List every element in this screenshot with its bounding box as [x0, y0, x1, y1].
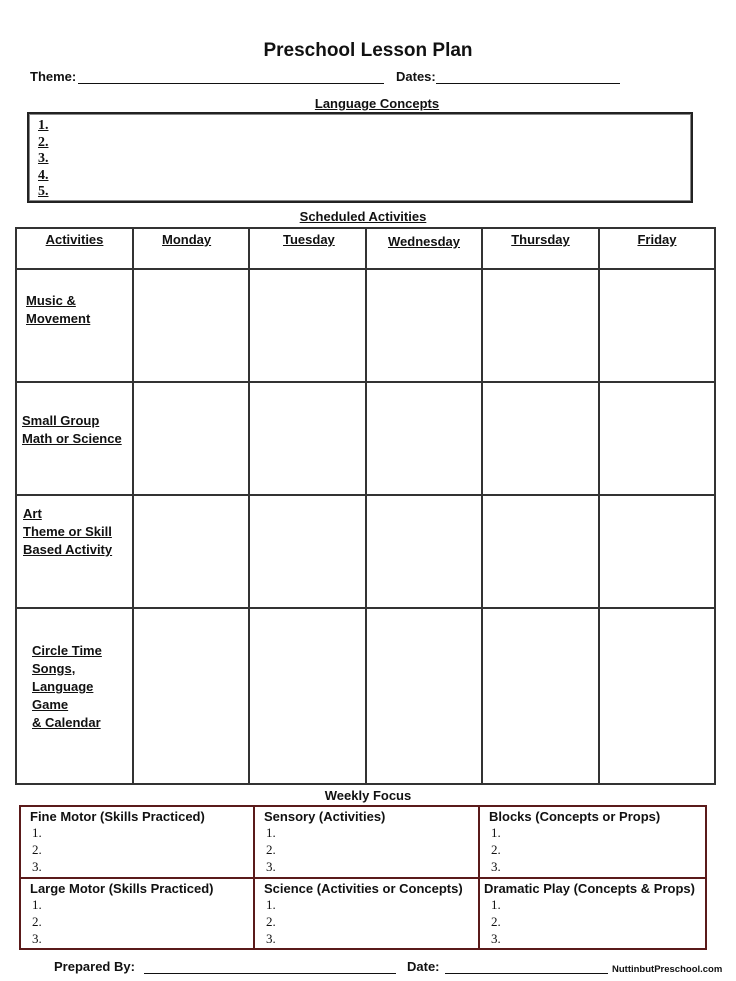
date-label: Date:: [407, 959, 440, 974]
schedule-cell-monday[interactable]: [133, 608, 249, 784]
schedule-cell-monday[interactable]: [133, 382, 249, 495]
schedule-cell-friday[interactable]: [599, 608, 715, 784]
focus-cell-fine-motor[interactable]: [20, 806, 254, 878]
focus-item: 2.: [32, 842, 42, 857]
row-label-cell: [16, 608, 133, 784]
language-concepts-list: [38, 118, 49, 201]
theme-label: Theme:: [30, 69, 77, 84]
dates-label: Dates:: [396, 69, 436, 84]
focus-cell-science[interactable]: [254, 878, 479, 950]
focus-cell-title: Science (Activities or Concepts): [264, 880, 463, 896]
schedule-cell-friday[interactable]: [599, 495, 715, 608]
schedule-row-circle-time: [16, 608, 715, 784]
schedule-cell-wednesday[interactable]: [366, 495, 482, 608]
focus-item: 1.: [491, 896, 501, 912]
schedule-cell-wednesday[interactable]: [366, 608, 482, 784]
schedule-row-music: [16, 269, 715, 382]
schedule-cell-monday[interactable]: [133, 495, 249, 608]
schedule-cell-tuesday[interactable]: [249, 495, 366, 608]
row-label: & Calendar: [32, 715, 101, 730]
focus-item: 3.: [32, 930, 42, 946]
focus-cell-sensory[interactable]: [254, 806, 479, 878]
schedule-cell-tuesday[interactable]: [249, 608, 366, 784]
row-label: Movement: [26, 311, 91, 326]
focus-cell-large-motor[interactable]: [20, 878, 254, 950]
focus-item: 1.: [491, 825, 501, 840]
scheduled-activities-heading: Scheduled Activities: [299, 209, 427, 224]
schedule-row-small-group: [16, 382, 715, 495]
column-header-friday: Friday: [599, 228, 715, 269]
row-label: Math or Science: [22, 431, 122, 446]
schedule-cell-friday[interactable]: [599, 382, 715, 495]
schedule-cell-thursday[interactable]: [482, 608, 599, 784]
focus-cell-title: Fine Motor (Skills Practiced): [30, 809, 205, 824]
language-item: 5.: [38, 184, 49, 199]
focus-cell-title: Dramatic Play (Concepts & Props): [484, 880, 695, 896]
dates-field[interactable]: [436, 83, 620, 84]
schedule-cell-friday[interactable]: [599, 269, 715, 382]
schedule-cell-wednesday[interactable]: [366, 382, 482, 495]
column-header-monday: Monday: [133, 228, 249, 269]
focus-item: 2.: [491, 913, 501, 929]
prepared-by-label: Prepared By:: [54, 959, 135, 974]
row-label: Language: [32, 679, 94, 694]
language-item: 3.: [38, 151, 49, 166]
language-item: 1.: [38, 118, 49, 133]
schedule-table: [15, 227, 716, 785]
focus-item: 1.: [266, 896, 276, 912]
focus-cell-title: Sensory (Activities): [264, 809, 386, 824]
column-header-wednesday: Wednesday: [366, 228, 482, 269]
row-label: Small Group: [22, 413, 100, 428]
schedule-cell-thursday[interactable]: [482, 269, 599, 382]
language-concepts-heading: Language Concepts: [314, 96, 440, 111]
column-header-activities: Activities: [16, 228, 133, 269]
page-title: Preschool Lesson Plan: [263, 40, 473, 61]
theme-field[interactable]: [78, 83, 384, 84]
schedule-cell-thursday[interactable]: [482, 495, 599, 608]
schedule-cell-wednesday[interactable]: [366, 269, 482, 382]
row-label-cell: [16, 382, 133, 495]
prepared-by-field[interactable]: [144, 973, 396, 974]
row-label-cell: [16, 495, 133, 608]
date-field[interactable]: [445, 973, 608, 974]
row-label: Game: [32, 697, 69, 712]
schedule-cell-tuesday[interactable]: [249, 269, 366, 382]
focus-cell-blocks[interactable]: [479, 806, 706, 878]
focus-item: 2.: [266, 913, 276, 929]
focus-item: 1.: [32, 896, 42, 912]
focus-item: 3.: [266, 930, 276, 946]
row-label: Songs,: [32, 661, 76, 676]
focus-cell-dramatic-play[interactable]: [479, 878, 706, 950]
row-label: Theme or Skill: [23, 524, 112, 539]
language-item: 2.: [38, 134, 49, 150]
focus-item: 3.: [32, 859, 42, 874]
row-label: Music &: [26, 293, 76, 308]
focus-item: 2.: [32, 913, 42, 929]
row-label-cell: [16, 269, 133, 382]
schedule-cell-thursday[interactable]: [482, 382, 599, 495]
focus-item: 2.: [266, 842, 276, 857]
language-concepts-box[interactable]: [27, 112, 693, 203]
schedule-row-art: [16, 495, 715, 608]
language-item: 4.: [38, 167, 49, 183]
row-label: Based Activity: [23, 542, 113, 557]
weekly-focus-heading: Weekly Focus: [324, 788, 412, 803]
column-header-thursday: Thursday: [482, 228, 599, 269]
row-label: Circle Time: [32, 643, 102, 658]
focus-cell-title: Large Motor (Skills Practiced): [30, 880, 214, 896]
focus-item: 1.: [266, 825, 276, 840]
row-label: Art: [23, 506, 42, 521]
schedule-cell-monday[interactable]: [133, 269, 249, 382]
schedule-header-row: [16, 228, 715, 269]
focus-item: 3.: [491, 859, 501, 874]
focus-cell-title: Blocks (Concepts or Props): [489, 809, 661, 824]
focus-item: 2.: [491, 842, 501, 857]
schedule-cell-tuesday[interactable]: [249, 382, 366, 495]
focus-item: 3.: [266, 859, 276, 874]
focus-item: 1.: [32, 825, 42, 840]
site-credit: NuttinbutPreschool.com: [612, 964, 723, 975]
column-header-tuesday: Tuesday: [249, 228, 366, 269]
weekly-focus-table: [19, 805, 707, 950]
focus-item: 3.: [491, 930, 501, 946]
